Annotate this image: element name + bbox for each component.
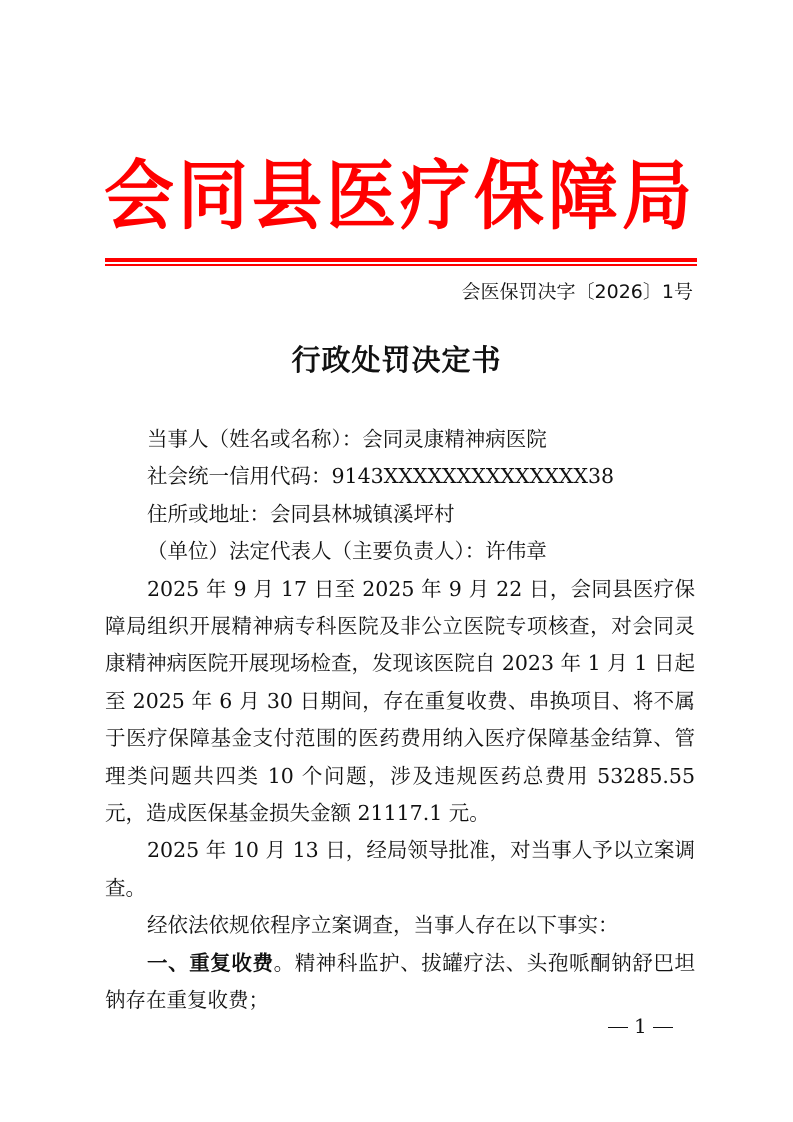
credit-code-value: 9143XXXXXXXXXXXXXX38 (331, 464, 615, 489)
party-name-line (105, 421, 695, 458)
representative-value: 许伟章 (485, 539, 547, 564)
credit-code-line (105, 458, 695, 495)
letterhead-red-rule-thin (105, 264, 697, 266)
credit-code-label: 社会统一信用代码： (147, 464, 332, 489)
representative-line (105, 533, 695, 570)
document-number: 会医保罚决字〔2026〕1号 (461, 281, 693, 303)
page-number-dash-right (653, 1027, 673, 1029)
address-value: 会同县林城镇溪坪村 (270, 501, 455, 526)
page-number-dash-left (608, 1027, 628, 1029)
document-title: 行政处罚决定书 (291, 343, 502, 377)
address-label: 住所或地址： (147, 501, 270, 526)
address-line (105, 496, 695, 533)
organization-letterhead-title: 会同县医疗保障局 (104, 150, 696, 241)
body-paragraph: 经依法依规依程序立案调查，当事人存在以下事实： (147, 913, 619, 938)
letterhead-red-rule-thick (105, 258, 697, 262)
document-body (105, 421, 695, 1020)
party-name-value: 会同灵康精神病医院 (362, 427, 547, 451)
page-number-value: 1 (634, 1014, 647, 1038)
page-number (602, 1012, 679, 1040)
fact-item-1-heading: 一、重复收费 (147, 950, 274, 975)
fact-item-1-text: 。精神科监护、拔罐疗法、头孢哌酮钠舒巴坦钠存在重复收费； (105, 950, 696, 1013)
body-paragraph: 2025 年 10 月 13 日，经局领导批准，对当事人予以立案调查。 (105, 838, 695, 900)
body-paragraph: 2025 年 9 月 17 日至 2025 年 9 月 22 日，会同县医疗保障局组织开展精神病专科医院及非公立医院专项核查，对会同灵康精神病医院开展现场检查，发现该医院自 2023 年 1 月 1 日起至 2025 年 6 月 30 日期间，存在重复收费、串换项目、将不属于医疗保障基金支付范围的医药费用纳入医疗保障基金结算、管理类问题共四类 10 个问题，涉及违规医药总费用 53285.55 元，造成医保基金损失金额 21117.1 元。 (105, 576, 695, 826)
party-name-label: 当事人（姓名或名称）： (147, 427, 363, 451)
fact-item-1 (105, 945, 695, 1020)
representative-label: （单位）法定代表人（主要负责人）： (147, 539, 486, 564)
